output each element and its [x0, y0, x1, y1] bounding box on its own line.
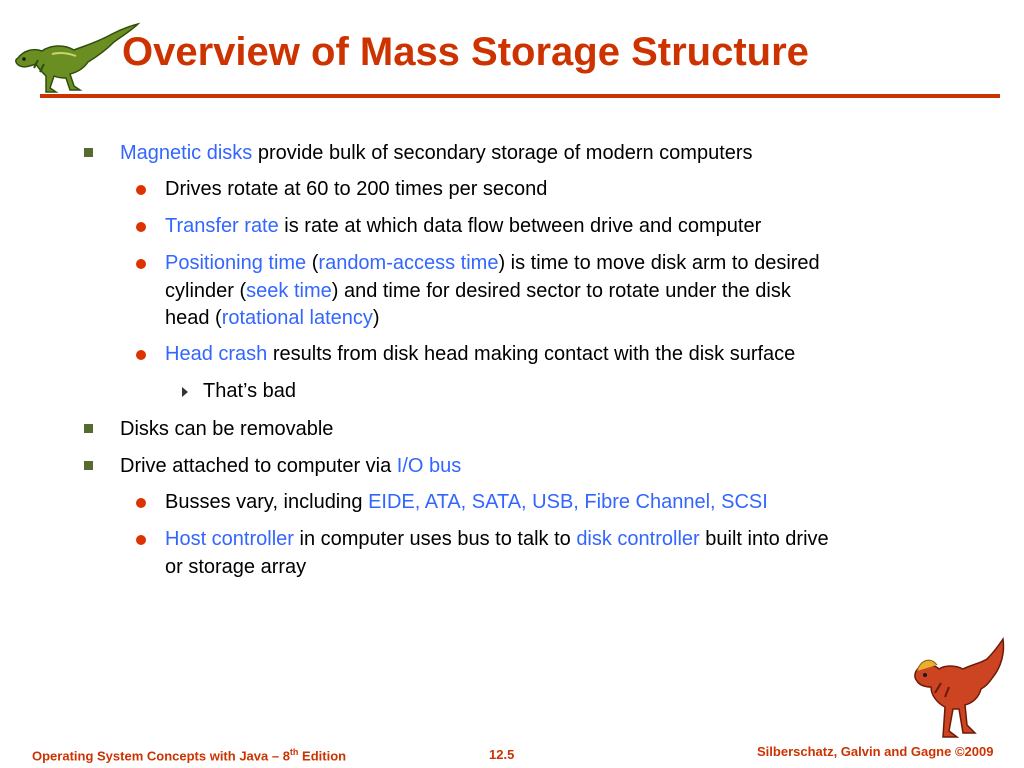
- term: seek time: [246, 279, 332, 302]
- term: disk controller: [576, 528, 700, 550]
- term: Transfer rate: [165, 215, 279, 237]
- term: Magnetic disks: [120, 142, 253, 164]
- level1-bullet-marker: [84, 461, 93, 470]
- level2-bullet-marker: [136, 498, 146, 508]
- term: Positioning time: [165, 252, 307, 274]
- level2-bullet-marker: [136, 185, 146, 195]
- term: I/O bus: [396, 455, 462, 477]
- term: EIDE, ATA, SATA, USB, Fibre Channel, SCSI: [368, 491, 768, 513]
- list-item: Drive attached to computer via I/O bus: [120, 455, 462, 477]
- list-item: That’s bad: [203, 380, 297, 402]
- dinosaur-mascot-icon: [905, 635, 1010, 745]
- term: random-access time: [318, 252, 499, 274]
- list-item: Host controller in computer uses bus to talk to disk controller built into drive or storage array: [165, 528, 829, 578]
- list-item: Drives rotate at 60 to 200 times per second: [165, 178, 548, 200]
- footer-page-number: 12.5: [489, 747, 515, 762]
- slide-title: Overview of Mass Storage Structure: [122, 30, 809, 74]
- level2-bullet-marker: [136, 259, 146, 269]
- level2-bullet-marker: [136, 350, 146, 360]
- list-item: Disks can be removable: [120, 418, 334, 440]
- level3-bullet-marker: [182, 387, 188, 397]
- level2-bullet-marker: [136, 222, 146, 232]
- term: rotational latency: [221, 307, 373, 329]
- footer-course-title: Operating System Concepts with Java – 8th Edition: [32, 747, 347, 764]
- term: Head crash: [165, 343, 268, 365]
- list-item: Positioning time (random-access time) is time to move disk arm to desired cylinder (seek time) and time for desired sector to rotate under the disk head (rotational latency): [165, 252, 820, 329]
- level1-bullet-marker: [84, 424, 93, 433]
- level1-bullet-marker: [84, 148, 93, 157]
- footer-authors: Silberschatz, Galvin and Gagne ©2009: [757, 744, 994, 759]
- level2-bullet-marker: [136, 535, 146, 545]
- list-item: Magnetic disks provide bulk of secondary storage of modern computers: [120, 142, 753, 164]
- list-item: Busses vary, including EIDE, ATA, SATA, USB, Fibre Channel, SCSI: [165, 491, 768, 513]
- list-item: Transfer rate is rate at which data flow between drive and computer: [165, 215, 762, 237]
- term: Host controller: [165, 528, 294, 550]
- list-item: Head crash results from disk head making contact with the disk surface: [165, 343, 796, 365]
